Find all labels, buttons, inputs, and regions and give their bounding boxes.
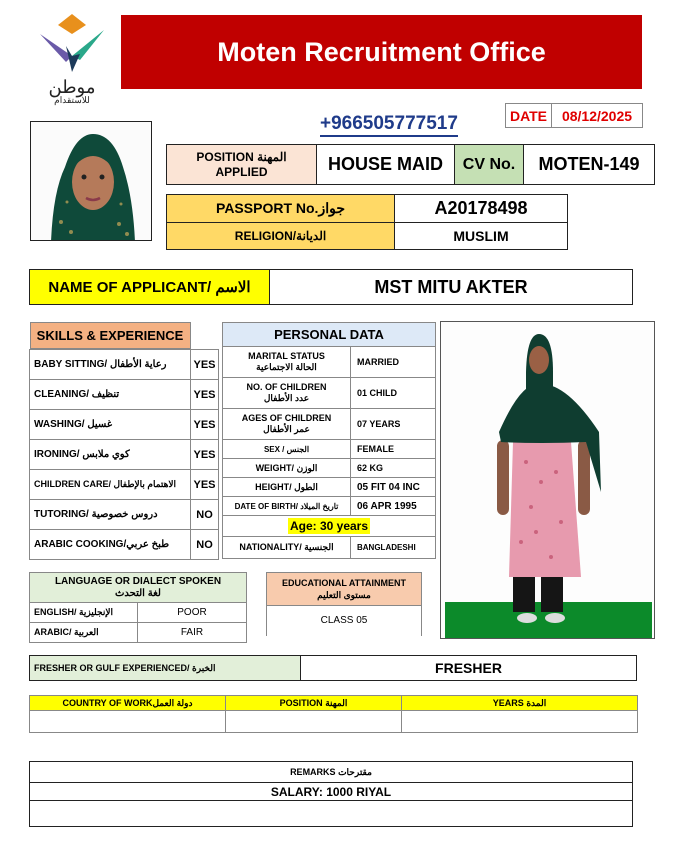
full-body-image-icon bbox=[441, 322, 655, 639]
religion-label: RELIGION/الديانة bbox=[167, 223, 395, 249]
skill-row bbox=[30, 440, 219, 470]
position-label-line2: APPLIED bbox=[215, 164, 268, 179]
salary-value: SALARY: 1000 RIYAL bbox=[30, 782, 632, 800]
personal-label: HEIGHT/ الطول bbox=[223, 478, 351, 497]
education-value: CLASS 05 bbox=[267, 606, 422, 636]
skill-value: YES bbox=[191, 440, 219, 470]
personal-label-en: MARITAL STATUS bbox=[248, 351, 325, 361]
work-header-position: POSITION المهنة bbox=[226, 696, 402, 711]
position-label bbox=[167, 145, 317, 184]
cv-number: MOTEN-149 bbox=[538, 154, 640, 174]
position-row bbox=[166, 144, 655, 185]
education-title-ar: مستوى التعليم bbox=[317, 590, 371, 600]
logo-text-ar: موطن bbox=[48, 77, 96, 97]
language-label: ENGLISH/ الإنجليزية bbox=[30, 603, 138, 623]
age-cell bbox=[223, 516, 436, 537]
work-header-years: YEARS المدة bbox=[402, 696, 638, 711]
cv-label: CV No. bbox=[455, 145, 524, 184]
skill-row bbox=[30, 530, 219, 560]
skill-value: NO bbox=[191, 500, 219, 530]
skills-title: SKILLS & EXPERIENCE bbox=[30, 322, 191, 349]
language-level: POOR bbox=[138, 603, 247, 623]
language-label: ARABIC/ العربية bbox=[30, 623, 138, 643]
personal-value: 06 APR 1995 bbox=[351, 497, 436, 516]
position-label-line1: POSITION المهنة bbox=[196, 149, 287, 164]
education-title bbox=[267, 573, 422, 606]
education-table bbox=[266, 572, 422, 636]
work-cell-years bbox=[402, 711, 638, 733]
personal-label-en: NO. OF CHILDREN bbox=[246, 382, 327, 392]
personal-value: 62 KG bbox=[351, 459, 436, 478]
personal-data-table bbox=[222, 322, 436, 559]
personal-label: SEX / الجنس bbox=[223, 440, 351, 459]
skill-value: NO bbox=[191, 530, 219, 560]
work-header-country: COUNTRY OF WORKدولة العمل bbox=[30, 696, 226, 711]
nationality-value: BANGLADESHI bbox=[351, 537, 436, 559]
language-level: FAIR bbox=[138, 623, 247, 643]
skill-label: CHILDREN CARE/ الاهتمام بالإطفال bbox=[30, 470, 191, 500]
nationality-label: NATIONALITY/ الجنسية bbox=[223, 537, 351, 559]
experience-label: FRESHER OR GULF EXPERIENCED/ الخبرة bbox=[30, 656, 301, 680]
personal-label bbox=[223, 409, 351, 440]
logo-subtext-ar: للاستقدام bbox=[54, 95, 90, 105]
company-logo bbox=[36, 12, 108, 105]
passport-religion-table bbox=[166, 194, 568, 250]
personal-label: WEIGHT/ الوزن bbox=[223, 459, 351, 478]
skill-label: ARABIC COOKING/طبخ عربي bbox=[30, 530, 191, 560]
personal-label bbox=[223, 347, 351, 378]
applicant-name-label: NAME OF APPLICANT/ الاسم bbox=[30, 270, 270, 304]
age-value: Age: 30 years bbox=[289, 519, 369, 533]
remarks-note bbox=[30, 800, 632, 826]
office-title-banner: Moten Recruitment Office bbox=[121, 15, 642, 89]
skill-row bbox=[30, 380, 219, 410]
personal-value: 05 FIT 04 INC bbox=[351, 478, 436, 497]
applicant-portrait-photo bbox=[30, 121, 152, 241]
skill-row bbox=[30, 470, 219, 500]
skill-label: BABY SITTING/ رعاية الأطفال bbox=[30, 350, 191, 380]
skill-value: YES bbox=[191, 410, 219, 440]
education-title-en: EDUCATIONAL ATTAINMENT bbox=[282, 578, 406, 588]
personal-value: MARRIED bbox=[351, 347, 436, 378]
personal-value: FEMALE bbox=[351, 440, 436, 459]
portrait-image-icon bbox=[31, 122, 152, 241]
skill-label: TUTORING/ دروس خصوصية bbox=[30, 500, 191, 530]
skill-label: CLEANING/ تنظيف bbox=[30, 380, 191, 410]
experience-row bbox=[29, 655, 637, 681]
language-title-en: LANGUAGE OR DIALECT SPOKEN bbox=[54, 575, 222, 587]
work-cell-position bbox=[226, 711, 402, 733]
skill-label: WASHING/ غسيل bbox=[30, 410, 191, 440]
religion-value: MUSLIM bbox=[453, 228, 509, 244]
personal-row bbox=[223, 347, 436, 378]
logo-mark-icon bbox=[36, 12, 108, 74]
passport-label: PASSPORT No.جواز bbox=[167, 195, 395, 222]
skill-row bbox=[30, 410, 219, 440]
personal-label-ar: عدد الأطفال bbox=[263, 393, 310, 403]
work-cell-country bbox=[30, 711, 226, 733]
skill-label: IRONING/ كوي ملابس bbox=[30, 440, 191, 470]
personal-row bbox=[223, 537, 436, 559]
remarks-title: REMARKS مقترحات bbox=[290, 766, 372, 777]
personal-row bbox=[223, 459, 436, 478]
personal-row bbox=[223, 497, 436, 516]
personal-label bbox=[223, 378, 351, 409]
applicant-full-body-photo bbox=[440, 321, 655, 639]
personal-label-ar: عمر الأطفال bbox=[263, 424, 310, 434]
personal-row bbox=[223, 440, 436, 459]
language-title bbox=[30, 573, 247, 603]
personal-value: 07 YEARS bbox=[351, 409, 436, 440]
phone-link[interactable]: +966505777517 bbox=[320, 113, 458, 137]
personal-label: DATE OF BIRTH/ تاريخ الميلاد bbox=[223, 497, 351, 516]
personal-row bbox=[223, 378, 436, 409]
personal-data-title: PERSONAL DATA bbox=[223, 323, 436, 347]
skill-row bbox=[30, 500, 219, 530]
applicant-name-row bbox=[29, 269, 633, 305]
passport-value: A20178498 bbox=[434, 198, 528, 218]
language-row bbox=[30, 603, 247, 623]
applicant-name-value: MST MITU AKTER bbox=[374, 276, 528, 297]
personal-row bbox=[223, 478, 436, 497]
remarks-table bbox=[29, 761, 633, 827]
position-value: HOUSE MAID bbox=[317, 145, 455, 184]
skill-value: YES bbox=[191, 470, 219, 500]
skill-value: YES bbox=[191, 350, 219, 380]
personal-row bbox=[223, 409, 436, 440]
experience-value: FRESHER bbox=[435, 660, 502, 676]
language-title-ar: لغة التحدث bbox=[115, 587, 161, 599]
skills-table bbox=[29, 322, 219, 560]
date-label: DATE bbox=[506, 104, 552, 127]
work-history-table bbox=[29, 695, 638, 733]
skill-row bbox=[30, 350, 219, 380]
date-value: 08/12/2025 bbox=[561, 107, 633, 124]
language-table bbox=[29, 572, 247, 643]
personal-label-ar: الحالة الاجتماعية bbox=[256, 362, 317, 372]
language-row bbox=[30, 623, 247, 643]
skill-value: YES bbox=[191, 380, 219, 410]
personal-value: 01 CHILD bbox=[351, 378, 436, 409]
work-row bbox=[30, 711, 638, 733]
personal-label-en: AGES OF CHILDREN bbox=[241, 413, 332, 423]
date-box bbox=[505, 103, 643, 128]
